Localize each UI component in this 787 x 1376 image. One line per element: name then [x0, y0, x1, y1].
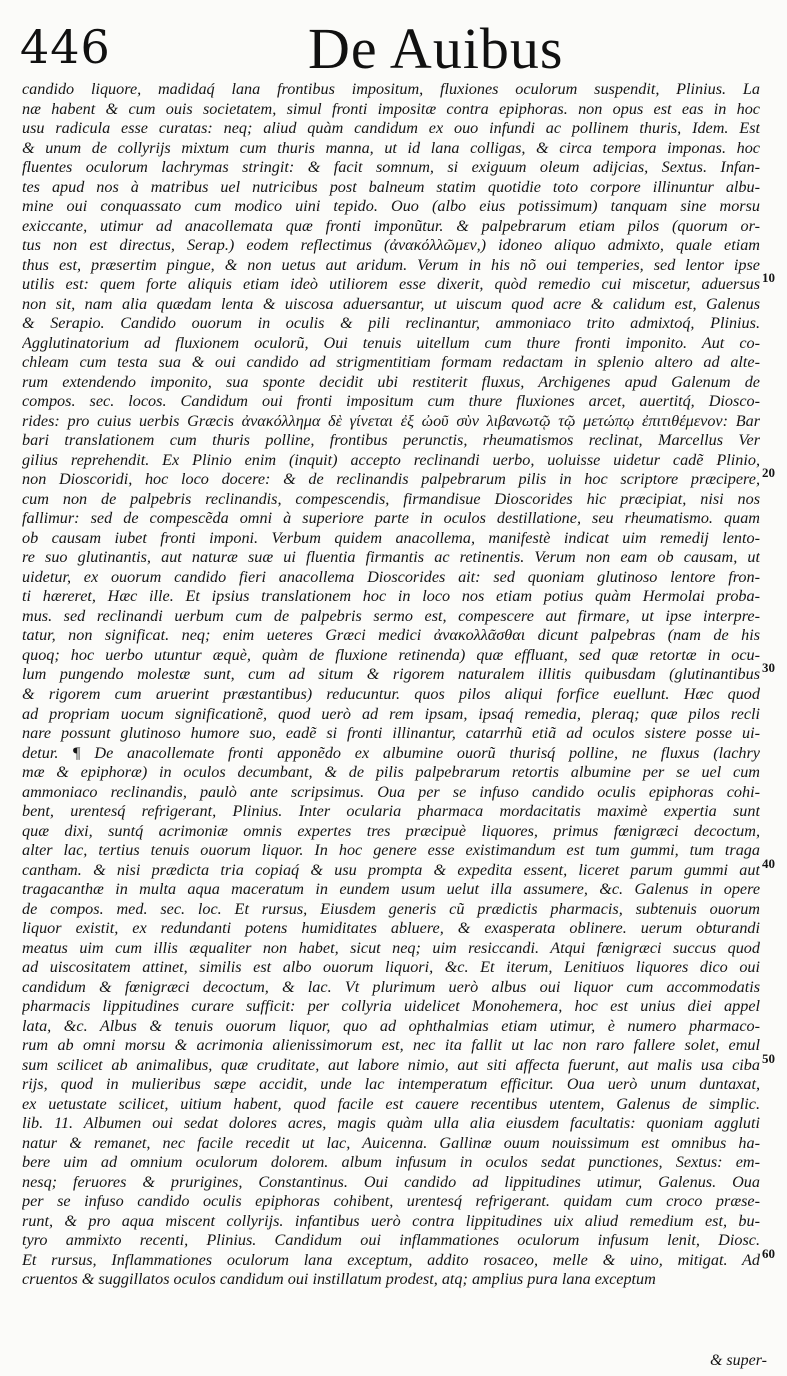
- text-line: cruentos & suggillatos oculos candidum oui instillatum prodest, atq; amplius pura lana exceptum: [22, 1270, 656, 1289]
- text-line: sum scilicet ab animalibus, quæ cruditate, aut labore nimio, aut siti affecta fuerunt, aut malis usa ciba: [22, 1055, 760, 1074]
- text-line: liquor existit, ex redundanti potens humiditates abluere, & exasperata oblinere. uerum obturandi: [22, 919, 760, 938]
- margin-line-number: 40: [762, 856, 775, 871]
- text-line: fallimur: sed de compescẽda omni à superiore parte in oculos destillatione, seu rheumatismo. quam: [22, 509, 760, 528]
- text-line: exiccante, utimur ad anacollemata quæ fronti imponũtur. & palpebrarum etiam pilos (quorum or-: [22, 216, 760, 235]
- running-title: De Auibus: [308, 16, 564, 81]
- text-line: lib. 11. Albumen oui sedat dolores acres, magis quàm ulla alia eiusdem facultatis: quoniam aggluti: [22, 1114, 760, 1133]
- text-line: gilius reprehendit. Ex Plinio enim (inquit) accepto reclinandi uerbo, uoluisse uidetur cadẽ Plinio,: [22, 450, 760, 469]
- margin-line-number: 20: [762, 465, 775, 480]
- text-line: quoq; hoc uerbo utuntur æquè, quàm de fluxione retinenda) quæ effluant, sed quæ retortæ in ocu-: [22, 645, 760, 664]
- text-line: ex uetustate scilicet, uitium habent, quod facile est cauere recentibus utentem, Galenus de simplic.: [22, 1094, 760, 1113]
- text-line: non sit, nam alia quædam lenta & uiscosa aduersantur, ut uiscum quod acre & calidum est, Galenus: [22, 294, 760, 313]
- margin-line-number: 50: [762, 1051, 775, 1066]
- text-line: tes apud nos à matribus uel nutricibus post balneum statim quotidie toto corpore illinuntur albu-: [22, 177, 760, 196]
- text-line: tyro ammixto recenti, Plinius. Candidum oui inflammationes oculorum infusum lenit, Diosc.: [22, 1231, 760, 1250]
- text-line: meatus uim cum illis æqualiter non habet, sicut neq; uim resiccandi. Atqui fœnigræci succus quod: [22, 938, 760, 957]
- text-line: bere uim ad omnium oculorum dolorem. album infusum in oculos sedat punctiones, Sextus: em-: [22, 1153, 760, 1172]
- text-line: ti hæreret, Hæc ille. Et ipsius translationem hoc in loco nos etiam potius quàm Hermolai proba-: [22, 587, 760, 606]
- text-line: tatur, non significat. neq; enim ueteres Græci medici ἀνακολλᾶσθαι dicunt palpebras (nam de his: [22, 626, 760, 645]
- text-line: usu radicula esse curatas: neq; aliud quàm candidum ex ouo infundi ac pollinem thuris, Idem. Est: [22, 119, 760, 138]
- text-line: rum ab omni morsu & acrimonia alienissimorum est, nec ita fallit ut lac non raro fallere solet, emul: [22, 1036, 760, 1055]
- text-line: runt, & pro aqua miscent collyrijs. infantibus uerò contra lippitudines uix aliud remedium est, bu-: [22, 1211, 760, 1230]
- text-line: fluentes oculorum lachrymas stringit: & facit somnum, si exiguum oleum adijcias, Sextus. Infan-: [22, 158, 760, 177]
- text-line: chleam cum testa sua & oui candido ad strigmentitiam formam redactam in splenio altero ad alte-: [22, 353, 760, 372]
- text-line: uidetur, ex ouorum candido fieri anacollema Dioscorides ait: sed quoniam glutinoso lentore fron-: [22, 567, 760, 586]
- text-line: rides: pro cuius uerbis Græcis ἀνακόλλημα δὲ γίνεται ἐξ ὠοῦ σὺν λιβανωτῷ τῷ μετώπῳ ἐπιτιθέμενον: Bar: [22, 411, 760, 430]
- text-line: lata, &c. Albus & tenuis ouorum liquor, quo ad ophthalmias etiam utimur, è numero pharmaco-: [22, 1016, 760, 1035]
- text-line: mine oui conquassato cum modico uini tepido. Ouo (albo eius potissimum) tanquam sine morsu: [22, 197, 760, 216]
- text-line: tus non est directus, Serap.) eodem reflectimus (ἀνακόλλῶμεν,) idoneo aliquo admixto, quale etiam: [22, 236, 760, 255]
- text-line: cantham. & nisi prædicta tria copiaq́ & usu prompta & expedita essent, liceret parum gummi aut: [22, 860, 760, 879]
- body-text-block: [22, 80, 760, 1290]
- text-line: ad propriam uocum significationẽ, quod uerò ad rem ipsam, ipsaq́ remedia, pleraq; quæ pilos recli: [22, 704, 760, 723]
- text-line: natur & remanet, nec facile recedit ut lac, Auicenna. Gallinæ ouum nouissimum est omnibus ha-: [22, 1133, 760, 1152]
- text-line: pharmacis lippitudines curare sufficit: per collyria uidelicet Monohemera, hoc est unius diei appel: [22, 997, 760, 1016]
- text-line: rijs, quod in mulieribus sæpe accidit, unde lac intemperatum efficitur. Oua uerò unum duntaxat,: [22, 1075, 760, 1094]
- catchword: & super-: [709, 1352, 767, 1369]
- text-line: re suo glutinantis, aut naturæ suæ ui fluentia firmantis ac retinentis. Verum non eam ob causam, ut: [22, 548, 760, 567]
- text-line: detur. ¶ De anacollemate fronti apponẽdo ex albumine ouorũ thurisq́ polline, ne fluxus (lachry: [22, 743, 760, 762]
- text-line: cum non de palpebris reclinandis, compescendis, firmandisue Dioscorides hic præcipiat, nisi nos: [22, 489, 760, 508]
- text-line: de compos. med. sec. loc. Et rursus, Eiusdem generis cũ prædictis pharmacis, subtenuis ouorum: [22, 899, 760, 918]
- text-line: nesq; feruores & prurigines, Constantinus. Oui candido ad lippitudines utimur, Galenus. Oua: [22, 1172, 760, 1191]
- text-line: per se infuso candido oculis epiphoras cohibent, urentesq́ refrigerant. quidam cum croco præse-: [22, 1192, 760, 1211]
- text-line: ammoniaco reclinandis, paulò ante scripsimus. Oua per se infuso candido oculis epiphoras cohi-: [22, 782, 760, 801]
- text-line: bent, urentesq́ refrigerant, Plinius. Inter ocularia pharmaca mordacitatis maximè expertia sunt: [22, 802, 760, 821]
- margin-line-number: 60: [762, 1246, 775, 1261]
- text-line: ob causam iubet fronti imponi. Verbum quidem anacollema, manifestè indicat uim remedij lento-: [22, 528, 760, 547]
- text-line: alter lac, tertius tenuis ouorum liquor. In hoc genere esse existimandum est tum gummi, tum traga: [22, 841, 760, 860]
- page-number: 446: [20, 20, 111, 74]
- text-line: mus. sed reclinandi uerbum cum de palpebris sermo est, compescere aut firmare, ut ipse interpre-: [22, 606, 760, 625]
- text-line: næ habent & cum ouis societatem, simul fronti impositæ contra epiphoras. non opus est eas in hoc: [22, 99, 760, 118]
- text-line: & Serapio. Candido ouorum in oculis & pili reclinantur, ammoniaco trito admixtoq́, Plinius.: [22, 314, 760, 333]
- text-line: rum extendendo imponito, sua sponte decidit ubi restiterit fluxus, Archigenes apud Galenum de: [22, 372, 760, 391]
- text-line: & rigorem cum aruerint præstantibus) reducuntur. quos pilos aliqui forfice euellunt. Hæc quod: [22, 684, 760, 703]
- margin-line-number: 10: [762, 270, 775, 285]
- text-line: Agglutinatorium ad fluxionem oculorũ, Oui tenuis uitellum cum thure fronti imponito. Aut co-: [22, 333, 760, 352]
- text-line: ad uiscositatem attinet, similis est albo ouorum liquori, &c. Et iterum, Lenitiuos liquores dico oui: [22, 958, 760, 977]
- text-line: candidum & fœnigræci decoctum, & lac. Vt plurimum uerò albus oui liquor cum accommodatis: [22, 977, 760, 996]
- text-line: utilis est: quem forte aliquis etiam ideò utiliorem esse dixerit, quòd remedio cui miscetur, aduersus: [22, 275, 760, 294]
- text-line: thus est, præsertim pingue, & non uetus aut aridum. Verum in his nõ oui temperies, sed lentor ipse: [22, 255, 760, 274]
- text-line: & unum de collyrijs mixtum cum thuris manna, ut id lana colligas, & circa tempora imponas. hoc: [22, 138, 760, 157]
- margin-line-number: 30: [762, 660, 775, 675]
- text-line: quæ dixi, suntq́ acrimoniæ omnis expertes tres præcipuè liquores, primus fœnigræci decoctum,: [22, 821, 760, 840]
- text-line: nare possunt glutinoso humore suo, eadẽ si fronti illinantur, catarrhũ etiã ad oculos sistere posse ui-: [22, 724, 760, 743]
- text-line: candido liquore, madidaq́ lana frontibus impositum, fluxiones oculorum suspendit, Plinius. La: [22, 80, 760, 98]
- text-line: non Dioscoridi, hoc loco docere: & de reclinandis palpebrarum pilis in hoc scriptore præcipere,: [22, 470, 760, 489]
- text-line: bari translationem cum thuris polline, frontibus perunctis, rheumatismos reclinat, Marcellus Ver: [22, 431, 760, 450]
- text-line: Et rursus, Inflammationes oculorum lana exceptum, addito rosaceo, melle & uino, mitigat. Ad: [22, 1250, 760, 1269]
- text-line: tragacanthæ in multa aqua maceratum in eundem usum uelut illa assumere, &c. Galenus in opere: [22, 880, 760, 899]
- text-line: compos. sec. locos. Candidum oui fronti impositum cum thure fluxiones arcet, auertitq́, Diosco-: [22, 392, 760, 411]
- text-line: lum pungendo molestæ sunt, cum ad situm & rigorem naturalem illitis quibusdam (glutinantibus: [22, 665, 760, 684]
- text-line: mæ & epiphoræ) in oculos decumbant, & de pilis palpebrarum retortis albumine per se uel cum: [22, 763, 760, 782]
